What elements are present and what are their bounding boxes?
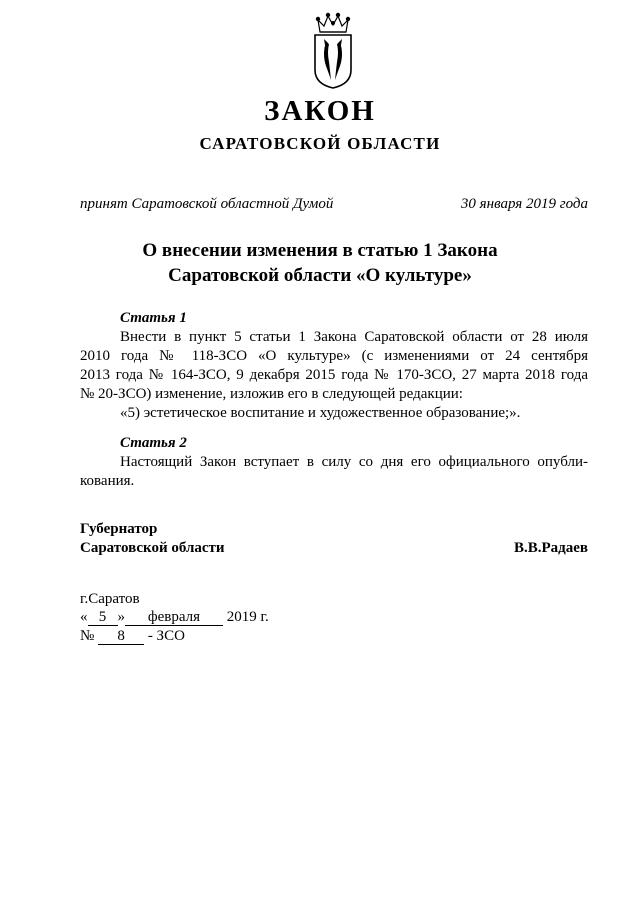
article-2-line: Настоящий Закон вступает в силу со дня его официального опубли- [120,454,588,470]
article-1-line: 2013 года № 164-ЗСО, 9 декабря 2015 года № 170-ЗСО, 27 марта 2018 года [80,367,588,383]
law-title-line: О внесении изменения в статью 1 Закона [142,240,498,261]
number-prefix: № [80,628,95,644]
signing-date [80,608,269,627]
law-title [0,238,640,288]
article-1-line: 2010 года № 118-ЗСО «О культуре» (с изменениями от 24 сентября [80,348,588,364]
adopted-by: принят Саратовской областной Думой [80,196,334,212]
city: г.Саратов [80,591,140,607]
saratov-coat-of-arms-icon [312,12,354,90]
date-year: 2019 г. [226,609,269,625]
document-title: ЗАКОН [264,95,376,127]
date-close-quote: » [117,609,125,625]
article-1-heading: Статья 1 [120,310,187,326]
number-suffix: - ЗСО [147,628,185,644]
article-2-line: кования. [80,473,135,489]
article-1-line: Внести в пункт 5 статьи 1 Закона Саратовской области от 28 июля [120,329,588,345]
article-1-line: № 20-ЗСО) изменение, изложив его в следующей редакции: [80,386,463,402]
number-value: 8 [98,629,144,645]
signer-region: Саратовской области [80,540,225,556]
shield-icon [315,35,351,88]
date-day: 5 [88,610,118,626]
article-2-heading: Статья 2 [120,435,187,451]
law-number [80,627,185,646]
document-subtitle: САРАТОВСКОЙ ОБЛАСТИ [199,134,441,153]
crown-icon [316,13,349,32]
article-1-line: «5) эстетическое воспитание и художественное образование;». [120,405,521,421]
adoption-info [80,194,588,214]
law-title-line: Саратовской области «О культуре» [168,265,472,286]
date-open-quote: « [80,609,88,625]
adoption-date: 30 января 2019 года [460,196,588,212]
date-month: февраля [125,610,223,626]
signer-name: В.В.Радаев [513,540,588,556]
signer-position: Губернатор [80,521,158,537]
